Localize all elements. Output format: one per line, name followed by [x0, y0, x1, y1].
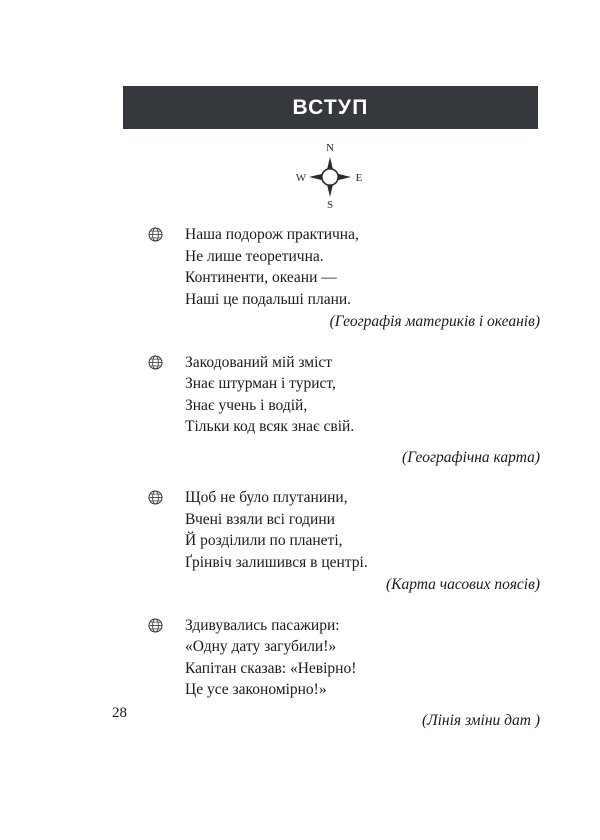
- verse-line: Наші це подальші плани.: [185, 290, 352, 308]
- verse-line: Наша подорож практична,: [185, 226, 359, 243]
- verse-line: Закодований мій зміст: [185, 353, 333, 371]
- verse-block: [150, 615, 540, 701]
- verse-line: Здивувались пасажири:: [185, 616, 340, 634]
- verse-block: [150, 224, 540, 310]
- verse-line: Це усе закономірно!»: [185, 681, 327, 698]
- verse-block: [150, 352, 540, 438]
- poem-list: [0, 224, 600, 731]
- verse-line: Вчені взяли всі години: [185, 510, 335, 528]
- globe-icon: [148, 227, 163, 242]
- poem-stanza: [0, 352, 600, 469]
- globe-icon: [148, 355, 163, 370]
- verse-line: Континенти, океани —: [185, 269, 337, 286]
- verse-line: Знає учень і водій,: [185, 396, 308, 414]
- poem-stanza: [0, 224, 600, 333]
- poem-stanza: [0, 615, 600, 732]
- verse-line: Й розділили по планеті,: [185, 532, 343, 549]
- stanza-attribution: (Географічна карта): [402, 448, 540, 466]
- verse-line: Знає штурман і турист,: [185, 375, 336, 392]
- compass-east-label: E: [355, 172, 363, 184]
- stanza-attribution: (Карта часових поясів): [386, 576, 540, 593]
- verse-line: Щоб не було плутанини,: [185, 489, 348, 506]
- compass-rose-icon: [291, 139, 369, 209]
- stanza-attribution: (Лінія зміни дат ): [421, 711, 540, 729]
- compass-rose-graphic: [291, 139, 369, 209]
- verse-line: «Одну дату загубили!»: [185, 638, 337, 655]
- stanza-attribution: (Географія материків і океанів): [329, 313, 540, 330]
- page-title: ВСТУП: [292, 96, 369, 119]
- poem-stanza: [0, 487, 600, 596]
- globe-icon: [148, 490, 163, 505]
- verse-line: Капітан сказав: «Невірно!: [185, 659, 357, 677]
- compass-west-label: W: [295, 172, 307, 184]
- section-header-banner: [123, 86, 538, 129]
- verse-line: Тільки код всяк знає свій.: [185, 418, 355, 435]
- page-number: 28: [112, 705, 127, 721]
- globe-icon: [148, 618, 163, 633]
- verse-line: Не лише теоретична.: [185, 247, 324, 265]
- verse-block: [150, 487, 540, 573]
- compass-north-label: N: [326, 142, 334, 154]
- compass-south-label: S: [326, 199, 334, 209]
- verse-line: Ґрінвіч залишився в центрі.: [185, 553, 368, 571]
